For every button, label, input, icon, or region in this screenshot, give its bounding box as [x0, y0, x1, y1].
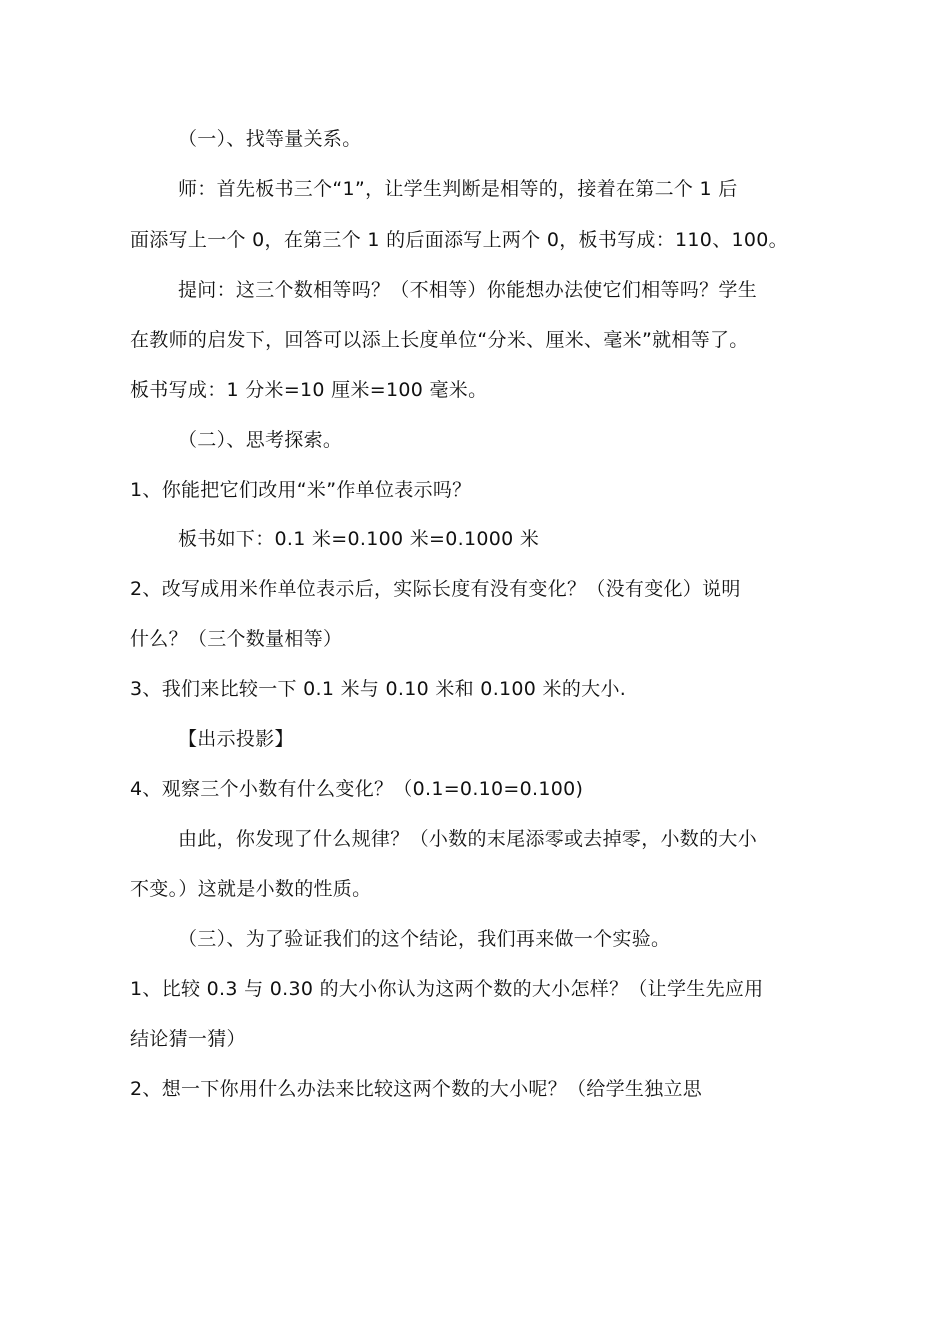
list-item: 1、比较 0.3 与 0.30 的大小你认为这两个数的大小怎样？（让学生先应用: [130, 978, 764, 1000]
paragraph-line: 不变。）这就是小数的性质。: [130, 878, 372, 900]
section-heading-3: （三）、为了验证我们的这个结论，我们再来做一个实验。: [178, 928, 671, 950]
paragraph-line: 提问：这三个数相等吗？（不相等）你能想办法使它们相等吗？学生: [178, 279, 758, 301]
paragraph-line: 结论猜一猜）: [130, 1028, 246, 1050]
paragraph-line: 在教师的启发下，回答可以添上长度单位“分米、厘米、毫米”就相等了。: [130, 329, 749, 351]
paragraph-line: 【出示投影】: [178, 728, 294, 750]
paragraph-line: 由此，你发现了什么规律？（小数的末尾添零或去掉零，小数的大小: [178, 828, 758, 850]
section-heading-2: （二）、思考探索。: [178, 429, 343, 451]
list-item: 2、想一下你用什么办法来比较这两个数的大小呢？（给学生独立思: [130, 1078, 703, 1100]
section-heading-1: （一）、找等量关系。: [178, 128, 362, 150]
paragraph-line: 板书如下：0.1 米=0.100 米=0.1000 米: [178, 528, 540, 550]
list-item: 4、观察三个小数有什么变化？（0.1=0.10=0.100): [130, 778, 584, 800]
list-item: 3、我们来比较一下 0.1 米与 0.10 米和 0.100 米的大小.: [130, 678, 627, 700]
paragraph-line: 板书写成：1 分米=10 厘米=100 毫米。: [130, 379, 488, 401]
paragraph-line: 什么？（三个数量相等）: [130, 628, 343, 650]
list-item: 1、你能把它们改用“米”作单位表示吗？: [130, 479, 472, 501]
paragraph-line: 面添写上一个 0，在第三个 1 的后面添写上两个 0，板书写成：110、100。: [130, 229, 788, 251]
list-item: 2、改写成用米作单位表示后，实际长度有没有变化？（没有变化）说明: [130, 578, 741, 600]
paragraph-line: 师：首先板书三个“1”，让学生判断是相等的，接着在第二个 1 后: [178, 178, 738, 200]
